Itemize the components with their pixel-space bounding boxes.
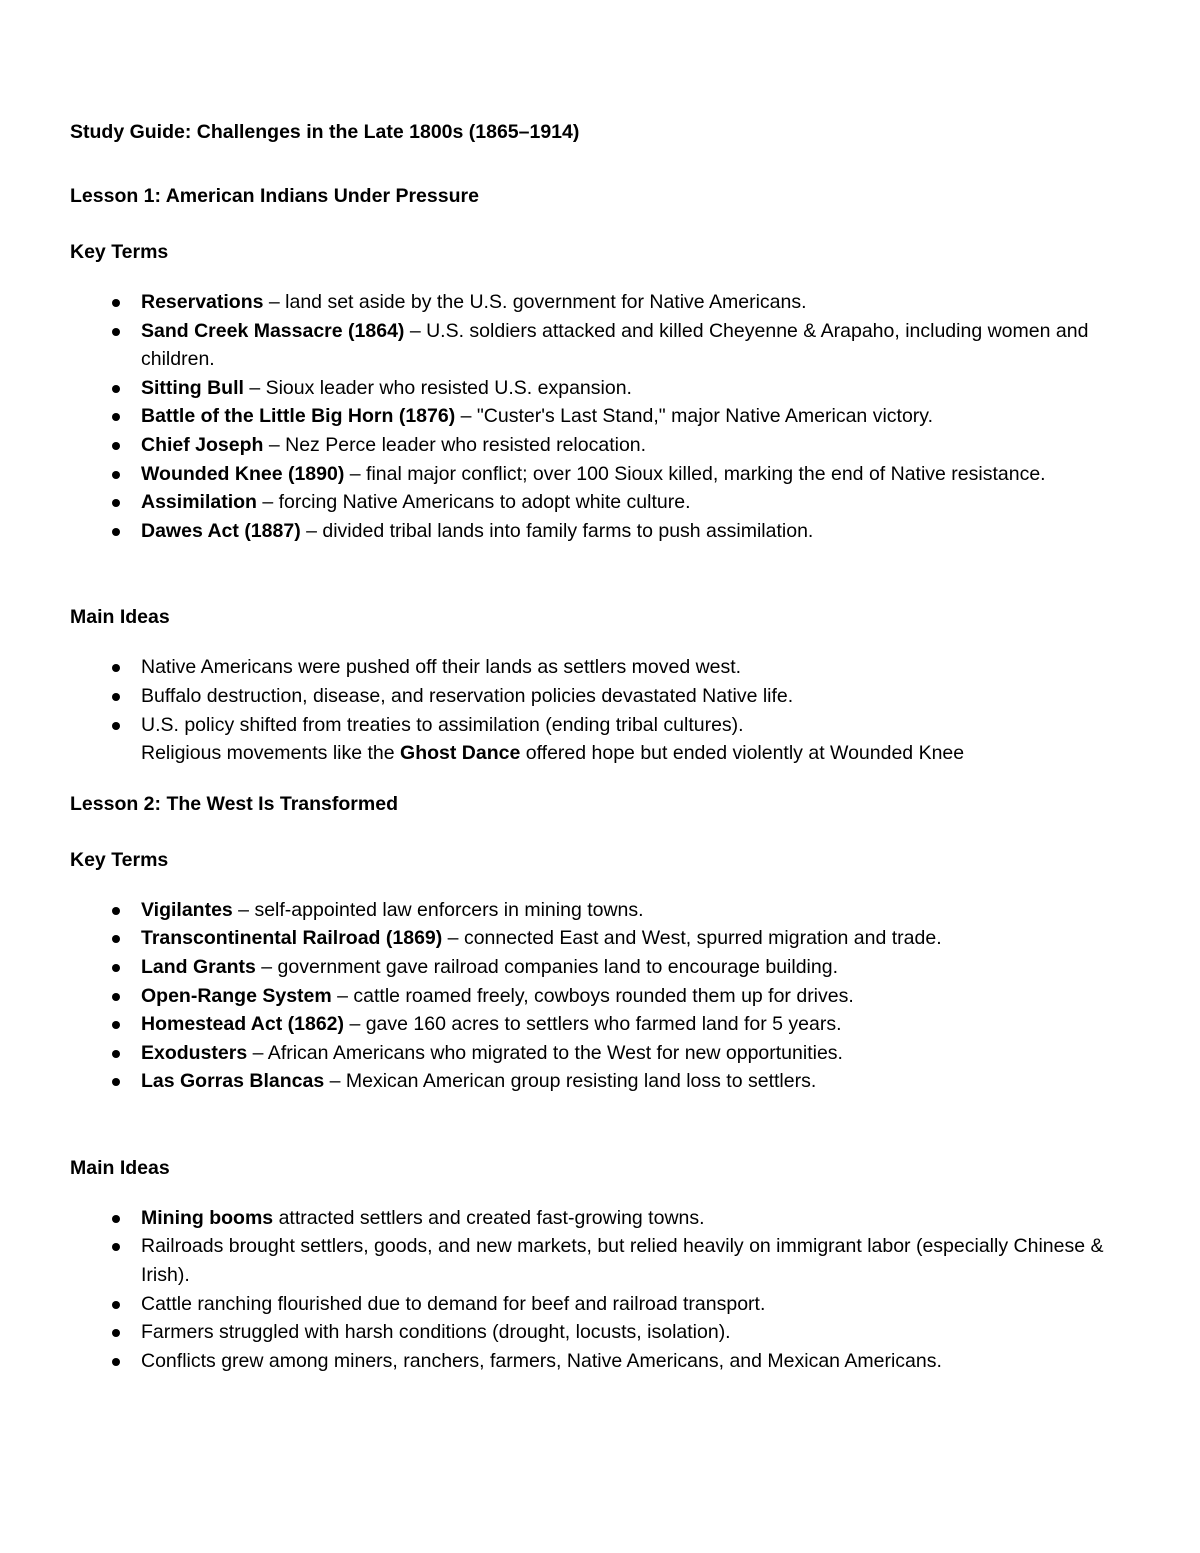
list-item [70, 1204, 1130, 1233]
bullet-icon [112, 1329, 120, 1337]
continuation-text-after: offered hope but ended violently at Wounded Knee [520, 742, 965, 765]
definition: – Mexican American group resisting land loss to settlers. [324, 1070, 817, 1093]
spacer [70, 1096, 1130, 1154]
bullet-icon [112, 1358, 120, 1366]
spacer [70, 545, 1130, 603]
lesson-1-title: Lesson 1: American Indians Under Pressure [70, 185, 479, 207]
list-item [70, 517, 1130, 546]
bullet-icon [112, 1078, 120, 1086]
bullet-icon [112, 499, 120, 507]
main-idea-text: Railroads brought settlers, goods, and new markets, but relied heavily on immigrant labor (especially Chinese & Irish). [141, 1235, 1104, 1287]
term: Chief Joseph [141, 433, 264, 456]
document-page [70, 118, 1130, 1375]
definition: – forcing Native Americans to adopt white culture. [256, 491, 691, 514]
definition: – divided tribal lands into family farms to push assimilation. [300, 519, 814, 542]
list-item [70, 924, 1130, 953]
definition: – self-appointed law enforcers in mining towns. [232, 898, 644, 921]
list-item [70, 460, 1130, 489]
main-idea-text: Buffalo destruction, disease, and reservation policies devastated Native life. [141, 684, 794, 707]
term: Assimilation [141, 491, 257, 514]
term: Sand Creek Massacre (1864) [141, 319, 405, 342]
list-item [70, 1290, 1130, 1319]
list-item [70, 653, 1130, 682]
definition: – final major conflict; over 100 Sioux killed, marking the end of Native resistance. [344, 462, 1046, 485]
term: Battle of the Little Big Horn (1876) [141, 405, 456, 428]
lesson-1-key-terms-heading: Key Terms [70, 241, 169, 263]
bullet-icon [112, 385, 120, 393]
bullet-icon [112, 442, 120, 450]
term: Sitting Bull [141, 376, 244, 399]
lesson-2-main-ideas-list [70, 1204, 1130, 1376]
main-idea-continuation [70, 739, 1130, 768]
bullet-icon [112, 1243, 120, 1251]
definition: – government gave railroad companies land to encourage building. [255, 955, 838, 978]
list-item [70, 682, 1130, 711]
spacer [70, 768, 1130, 790]
definition: – U.S. soldiers attacked and killed Cheyenne & Arapaho, including women and children. [141, 319, 1089, 371]
lesson-1-main-ideas-list [70, 653, 1130, 739]
list-item [70, 488, 1130, 517]
term: Land Grants [141, 955, 256, 978]
bullet-icon [112, 413, 120, 421]
bullet-icon [112, 1021, 120, 1029]
bullet-icon [112, 693, 120, 701]
continuation-bold-term: Ghost Dance [400, 742, 521, 765]
list-item [70, 402, 1130, 431]
term: Dawes Act (1887) [141, 519, 301, 542]
list-item [70, 1039, 1130, 1068]
lesson-2-main-ideas-heading: Main Ideas [70, 1156, 170, 1179]
lesson-2-key-terms-heading: Key Terms [70, 848, 169, 871]
definition: – gave 160 acres to settlers who farmed land for 5 years. [344, 1013, 842, 1036]
list-item [70, 288, 1130, 317]
definition: – "Custer's Last Stand," major Native American victory. [455, 405, 934, 428]
term: Open-Range System [141, 984, 332, 1007]
bullet-icon [112, 722, 120, 730]
main-idea-text: Conflicts grew among miners, ranchers, farmers, Native Americans, and Mexican Americans. [141, 1349, 942, 1372]
list-item [70, 982, 1130, 1011]
term: Homestead Act (1862) [141, 1013, 345, 1036]
list-item [70, 1010, 1130, 1039]
bullet-icon [112, 664, 120, 672]
definition: – African Americans who migrated to the West for new opportunities. [247, 1041, 843, 1064]
document-title: Study Guide: Challenges in the Late 1800s (1865–1914) [70, 121, 580, 143]
term: Wounded Knee (1890) [141, 462, 345, 485]
bullet-icon [112, 299, 120, 307]
definition: – land set aside by the U.S. government for Native Americans. [263, 291, 807, 313]
lesson-2-title: Lesson 2: The West Is Transformed [70, 792, 398, 815]
definition: – Nez Perce leader who resisted relocation. [263, 433, 647, 456]
term: Vigilantes [141, 898, 233, 921]
bullet-icon [112, 471, 120, 479]
main-idea-text: Native Americans were pushed off their lands as settlers moved west. [141, 656, 742, 679]
list-item [70, 1347, 1130, 1376]
list-item [70, 953, 1130, 982]
bullet-icon [112, 1301, 120, 1309]
bullet-icon [112, 964, 120, 972]
definition: – cattle roamed freely, cowboys rounded them up for drives. [331, 984, 854, 1007]
list-item [70, 1067, 1130, 1096]
list-item [70, 374, 1130, 403]
bullet-icon [112, 1215, 120, 1223]
term: Exodusters [141, 1041, 248, 1064]
list-item [70, 896, 1130, 925]
bullet-icon [112, 993, 120, 1001]
term: Reservations [141, 291, 264, 313]
term: Mining booms [141, 1206, 274, 1229]
bullet-icon [112, 935, 120, 943]
continuation-text-before: Religious movements like the [141, 742, 401, 765]
main-idea-text: Cattle ranching flourished due to demand for beef and railroad transport. [141, 1292, 766, 1315]
lesson-1-main-ideas-heading: Main Ideas [70, 606, 170, 629]
main-idea-text: Farmers struggled with harsh conditions (drought, locusts, isolation). [141, 1321, 731, 1344]
list-item [70, 711, 1130, 740]
list-item [70, 431, 1130, 460]
list-item [70, 1318, 1130, 1347]
bullet-icon [112, 1050, 120, 1058]
list-item [70, 1232, 1130, 1289]
definition: – connected East and West, spurred migration and trade. [442, 927, 942, 950]
bullet-icon [112, 328, 120, 336]
bullet-icon [112, 528, 120, 536]
main-idea-text: U.S. policy shifted from treaties to assimilation (ending tribal cultures). [141, 713, 744, 736]
main-idea-text: attracted settlers and created fast-growing towns. [273, 1206, 705, 1229]
term: Las Gorras Blancas [141, 1070, 325, 1093]
lesson-2-key-terms-list [70, 896, 1130, 1096]
list-item [70, 317, 1130, 374]
lesson-1-key-terms-list [70, 288, 1130, 545]
term: Transcontinental Railroad (1869) [141, 927, 443, 950]
bullet-icon [112, 907, 120, 915]
definition: – Sioux leader who resisted U.S. expansion. [243, 376, 632, 399]
